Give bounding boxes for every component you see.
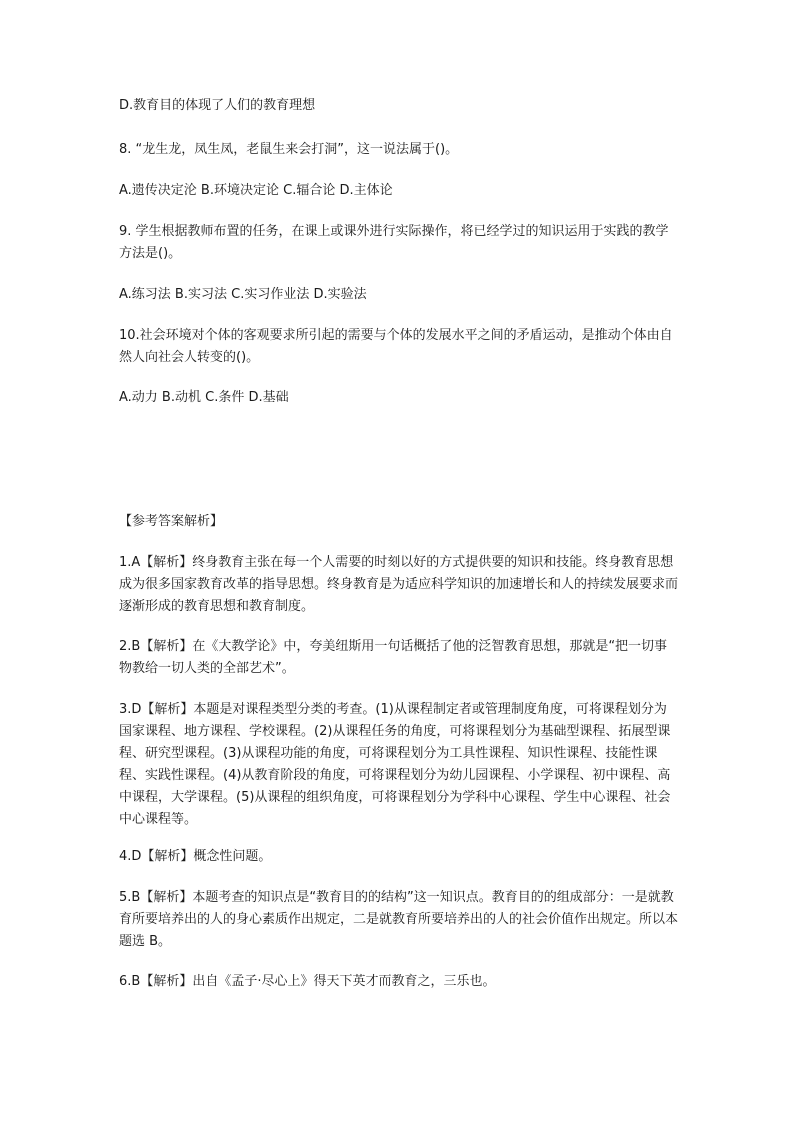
- answer-item-1: 1.A【解析】终身教育主张在每一个人需要的时刻以好的方式提供要的知识和技能。终身教育思想成为很多国家教育改革的指导思想。终身教育是为适应科学知识的加速增长和人的持续发展要求而逐渐形成的教育思想和教育制度。: [119, 555, 679, 614]
- q7-option-d: D.教育目的体现了人们的教育理想: [119, 98, 316, 113]
- q9-stem: 9. 学生根据教师布置的任务，在课上或课外进行实际操作，将已经学过的知识运用于实践的教学方法是()。: [119, 224, 669, 261]
- answer-item-6: 6.B【解析】出自《孟子·尽心上》得天下英才而教育之，三乐也。: [119, 974, 496, 989]
- q10-stem: 10.社会环境对个体的客观要求所引起的需要与个体的发展水平之间的矛盾运动，是推动个体由自然人向社会人转变的()。: [119, 328, 673, 365]
- answers-heading: 【参考答案解析】: [119, 514, 224, 529]
- answer-item-2: 2.B【解析】在《大教学论》中，夸美纽斯用一句话概括了他的泛智教育思想，那就是“把一切事物教给一切人类的全部艺术”。: [119, 639, 668, 676]
- q8-options: A.遗传决定沦 B.环境决定论 C.辐合论 D.主体论: [119, 183, 393, 198]
- q10-options: A.动力 B.动机 C.条件 D.基础: [119, 390, 289, 405]
- answer-item-3: 3.D【解析】本题是对课程类型分类的考查。(1)从课程制定者或管理制度角度，可将课程划分为国家课程、地方课程、学校课程。(2)从课程任务的角度，可将课程划分为基础型课程、拓展型课程、研究型课程。(3)从课程功能的角度，可将课程划分为工具性课程、知识性课程、技能性课程、实践性课程。(4)从教育阶段的角度，可将课程划分为幼儿园课程、小学课程、初中课程、高中课程，大学课程。(5)从课程的组织角度，可将课程划分为学科中心课程、学生中心课程、社会中心课程等。: [119, 702, 671, 827]
- q8-stem: 8. “龙生龙，凤生凤，老鼠生来会打洞”，这一说法属于()。: [119, 142, 459, 157]
- answer-item-4: 4.D【解析】概念性问题。: [119, 849, 272, 864]
- q9-options: A.练习法 B.实习法 C.实习作业法 D.实验法: [119, 287, 367, 302]
- answer-item-5: 5.B【解析】本题考查的知识点是“教育目的的结构”这一知识点。教育目的的组成部分：一是就教育所要培养出的人的身心素质作出规定，二是就教育所要培养出的人的社会价值作出规定。所以本题选 B。: [119, 890, 679, 949]
